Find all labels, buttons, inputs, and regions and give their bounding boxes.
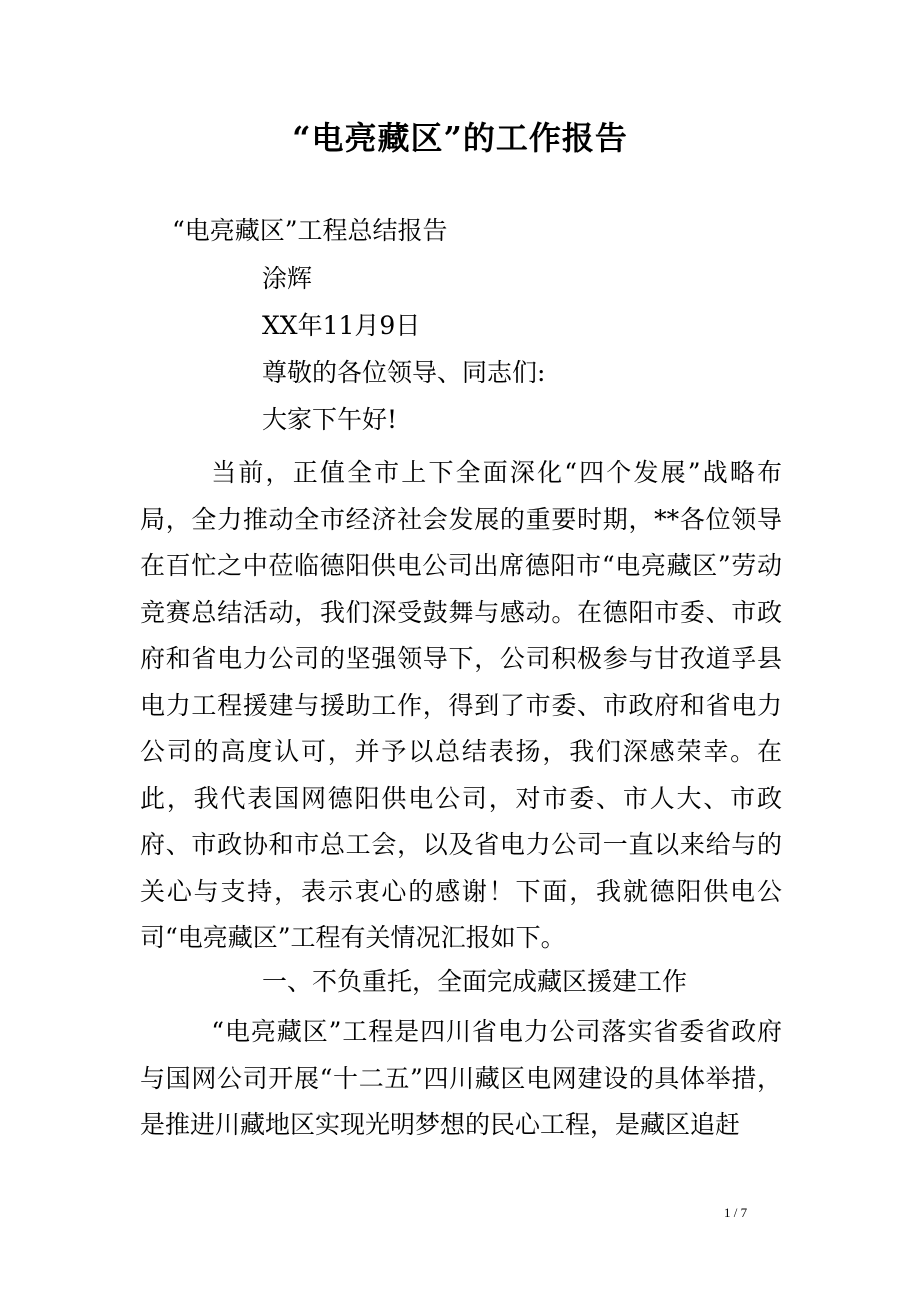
body-paragraph-2: “电亮藏区”工程是四川省电力公司落实省委省政府与国网公司开展“十二五”四川藏区电网建设的具体举措，是推进川藏地区实现光明梦想的民心工程，是藏区追赶 [140,1017,782,1139]
report-date: XX年11月9日 [262,311,421,340]
page-number: 1 / 7 [724,1205,748,1220]
report-subtitle: “电亮藏区”工程总结报告 [172,216,448,245]
section-heading: 一、不负重托，全面完成藏区援建工作 [262,967,688,996]
body-paragraph-1: 当前，正值全市上下全面深化“四个发展”战略布局，全力推动全市经济社会发展的重要时期，**各位领导在百忙之中莅临德阳供电公司出席德阳市“电亮藏区”劳动竞赛总结活动，我们深受鼓舞与感动。在德阳市委、市政府和省电力公司的坚强领导下，公司积极参与甘孜道孚县电力工程援建与援助工作，得到了市委、市政府和省电力公司的高度认可，并予以总结表扬，我们深感荣幸。在此，我代表国网德阳供电公司，对市委、市人大、市政府、市政协和市总工会，以及省电力公司一直以来给与的关心与支持，表示衷心的感谢！下面，我就德阳供电公司“电亮藏区”工程有关情况汇报如下。 [140,458,782,952]
page-title: “电亮藏区”的工作报告 [292,119,628,157]
author-name: 涂辉 [262,264,313,293]
salutation: 尊敬的各位领导、同志们: [262,358,546,387]
greeting: 大家下午好! [262,405,398,434]
